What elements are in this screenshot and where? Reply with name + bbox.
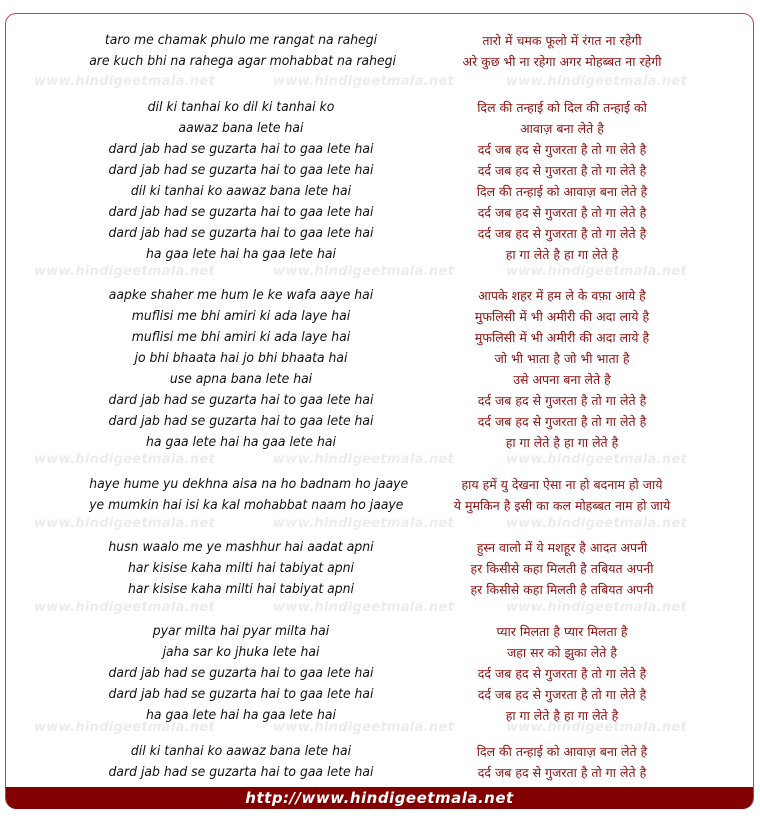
footer-url-bar[interactable] [6, 787, 753, 809]
watermark-text: www.hindigeetmala.net [273, 600, 455, 615]
lyric-line-hindi: दर्द जब हद से गुजरता है तो गा लेते है [477, 205, 647, 220]
lyric-line-english: pyar milta hai pyar milta hai [152, 623, 330, 639]
lyric-line-english: dard jab had se guzarta hai to gaa lete hai [108, 686, 374, 702]
watermark-text: www.hindigeetmala.net [506, 264, 688, 279]
lyric-line-hindi: दिल की तन्हाई को दिल की तन्हाई को [477, 100, 647, 115]
lyric-line-english: use apna bana lete hai [169, 371, 313, 387]
lyric-line-hindi: तारो में चमक फूलो में रंगत ना रहेगी [482, 33, 642, 48]
lyric-line-english: dard jab had se guzarta hai to gaa lete hai [108, 413, 374, 429]
lyric-line-hindi: हर किसीसे कहा मिलती है तबियत अपनी [470, 561, 654, 576]
lyric-line-english: ha gaa lete hai ha gaa lete hai [146, 434, 336, 450]
lyric-line-english: muflisi me bhi amiri ki ada laye hai [131, 308, 351, 324]
lyric-line-english: aawaz bana lete hai [178, 120, 304, 136]
lyric-line-hindi: दिल की तन्हाई को आवाज़ बना लेते है [476, 744, 648, 759]
lyric-line-hindi: दिल की तन्हाई को आवाज़ बना लेते है [476, 184, 648, 199]
watermark-text: www.hindigeetmala.net [506, 452, 688, 467]
lyric-line-hindi: मुफलिसी में भी अमीरी की अदा लाये है [474, 330, 650, 345]
lyric-line-english: taro me chamak phulo me rangat na rahegi [104, 32, 378, 48]
lyric-line-english: ha gaa lete hai ha gaa lete hai [146, 246, 336, 262]
lyric-line-hindi: हर किसीसे कहा मिलती है तबियत अपनी [470, 582, 654, 597]
lyric-line-english: dard jab had se guzarta hai to gaa lete hai [108, 162, 374, 178]
watermark-text: www.hindigeetmala.net [34, 516, 216, 531]
lyric-line-english: dard jab had se guzarta hai to gaa lete hai [108, 141, 374, 157]
lyric-line-hindi: आपके शहर में हम ले के वफ़ा आये है [478, 288, 646, 303]
lyric-line-hindi: उसे अपना बना लेते है [513, 372, 611, 387]
lyric-line-hindi: अरे कुछ भी ना रहेगा अगर मोहब्बत ना रहेगी [462, 54, 662, 69]
lyric-line-hindi: हाय हमें यु देखना ऐसा ना हो बदनाम हो जाये [461, 477, 663, 492]
lyric-line-english: dard jab had se guzarta hai to gaa lete hai [108, 204, 374, 220]
lyric-line-hindi: दर्द जब हद से गुजरता है तो गा लेते है [477, 393, 647, 408]
lyric-line-hindi: हा गा लेते है हा गा लेते है [505, 247, 619, 262]
lyric-line-english: jaha sar ko jhuka lete hai [162, 644, 320, 660]
lyric-line-english: muflisi me bhi amiri ki ada laye hai [131, 329, 351, 345]
lyric-line-english: ye mumkin hai isi ka kal mohabbat naam ho jaaye [89, 497, 404, 513]
lyric-line-hindi: मुफलिसी में भी अमीरी की अदा लाये है [474, 309, 650, 324]
lyric-line-hindi: दर्द जब हद से गुजरता है तो गा लेते है [477, 142, 647, 157]
lyric-line-english: dard jab had se guzarta hai to gaa lete hai [108, 764, 374, 780]
watermark-text: www.hindigeetmala.net [34, 264, 216, 279]
watermark-text: www.hindigeetmala.net [34, 452, 216, 467]
lyric-line-hindi: दर्द जब हद से गुजरता है तो गा लेते है [477, 666, 647, 681]
lyric-line-english: ha gaa lete hai ha gaa lete hai [146, 707, 336, 723]
lyric-line-hindi: हुस्न वालो में ये मशहूर है आदत अपनी [476, 540, 648, 555]
lyric-line-english: dil ki tanhai ko aawaz bana lete hai [130, 183, 352, 199]
watermark-text: www.hindigeetmala.net [273, 516, 455, 531]
watermark-text: www.hindigeetmala.net [34, 600, 216, 615]
lyric-line-hindi: दर्द जब हद से गुजरता है तो गा लेते है [477, 163, 647, 178]
lyric-line-hindi: हा गा लेते है हा गा लेते है [505, 435, 619, 450]
lyric-line-english: dard jab had se guzarta hai to gaa lete hai [108, 665, 374, 681]
watermark-text: www.hindigeetmala.net [273, 264, 455, 279]
lyrics-card [5, 13, 754, 809]
lyric-line-english: dil ki tanhai ko aawaz bana lete hai [130, 743, 352, 759]
lyric-line-hindi: दर्द जब हद से गुजरता है तो गा लेते है [477, 226, 647, 241]
lyric-line-english: har kisise kaha milti hai tabiyat apni [128, 560, 354, 576]
lyric-line-hindi: प्यार मिलता है प्यार मिलता है [496, 624, 628, 639]
lyric-line-hindi: ये मुमकिन है इसी का कल मोहब्बत नाम हो जाये [453, 498, 671, 513]
lyric-line-hindi: दर्द जब हद से गुजरता है तो गा लेते है [477, 414, 647, 429]
lyric-line-hindi: जहा सर को झुका लेते है [507, 645, 617, 660]
lyric-line-english: dil ki tanhai ko dil ki tanhai ko [147, 99, 335, 115]
lyric-line-hindi: दर्द जब हद से गुजरता है तो गा लेते है [477, 765, 647, 780]
lyric-line-english: are kuch bhi na rahega agar mohabbat na rahegi [89, 53, 397, 69]
lyric-line-hindi: जो भी भाता है जो भी भाता है [494, 351, 630, 366]
watermark-text: www.hindigeetmala.net [506, 516, 688, 531]
lyric-line-english: aapke shaher me hum le ke wafa aaye hai [108, 287, 374, 303]
watermark-text: www.hindigeetmala.net [506, 720, 688, 735]
watermark-text: www.hindigeetmala.net [34, 720, 216, 735]
lyric-line-english: dard jab had se guzarta hai to gaa lete hai [108, 225, 374, 241]
watermark-text: www.hindigeetmala.net [34, 74, 216, 89]
watermark-text: www.hindigeetmala.net [506, 74, 688, 89]
watermark-text: www.hindigeetmala.net [273, 720, 455, 735]
lyric-line-english: dard jab had se guzarta hai to gaa lete hai [108, 392, 374, 408]
footer-url[interactable]: http://www.hindigeetmala.net [245, 789, 514, 807]
lyric-line-english: har kisise kaha milti hai tabiyat apni [128, 581, 354, 597]
lyric-line-english: haye hume yu dekhna aisa na ho badnam ho jaaye [89, 476, 409, 492]
lyric-line-english: husn waalo me ye mashhur hai aadat apni [108, 539, 374, 555]
lyric-line-hindi: हा गा लेते है हा गा लेते है [505, 708, 619, 723]
watermark-text: www.hindigeetmala.net [273, 452, 455, 467]
lyric-line-hindi: दर्द जब हद से गुजरता है तो गा लेते है [477, 687, 647, 702]
lyric-line-hindi: आवाज़ बना लेते है [520, 121, 604, 136]
watermark-text: www.hindigeetmala.net [506, 600, 688, 615]
watermark-text: www.hindigeetmala.net [273, 74, 455, 89]
lyric-line-english: jo bhi bhaata hai jo bhi bhaata hai [134, 350, 348, 366]
